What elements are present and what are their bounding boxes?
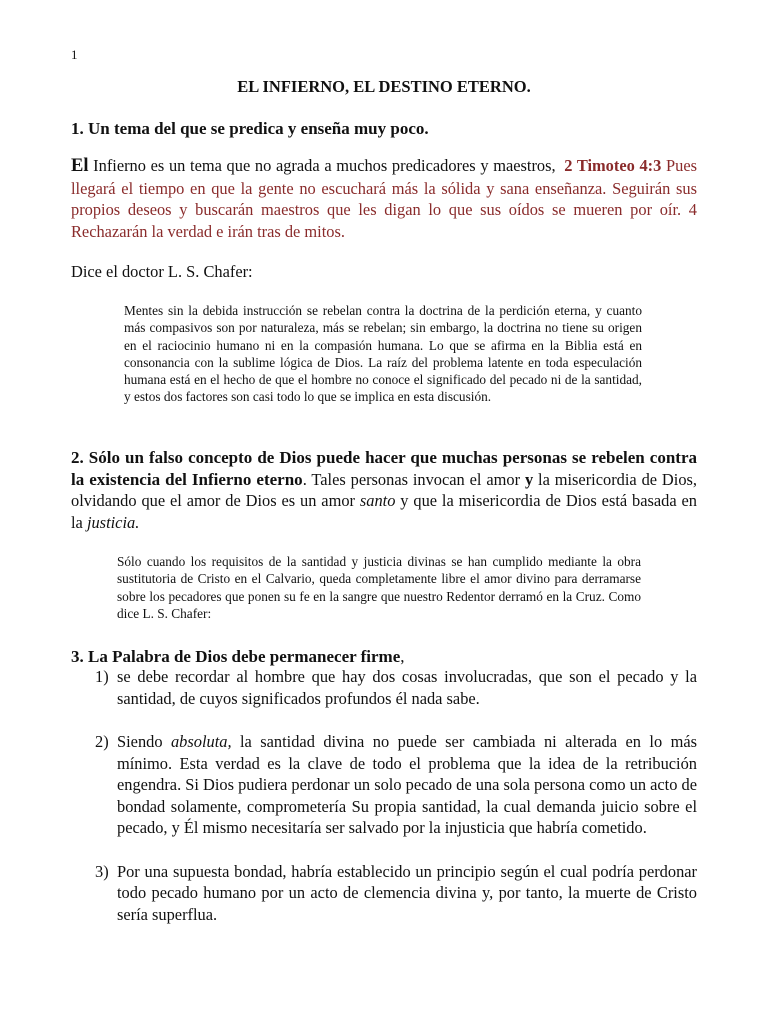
absoluta-italic: absoluta, bbox=[170, 732, 232, 751]
list-item-text: Por una supuesta bondad, habría establecido un principio según el cual podría perdonar todo pecado humano por un acto de clemencia divina y, por tanto, la muerte de Cristo sería superflua. bbox=[117, 861, 697, 924]
list-item bbox=[71, 861, 697, 926]
list-item-text: la santidad divina no puede ser cambiada ni alterada en lo más mínimo. Esta verdad es la clave de todo el problema que la idea de la retribución engendra. Si Dios pudiera perdonar un solo pecado de una sola persona como un acto de bondad solamente, comprometería Su propia santidad, la cual demanda juicio sobre el pecado, y Él mismo necesitaría ser salvado por la injusticia que habría cometido. bbox=[117, 732, 697, 837]
list-item bbox=[71, 731, 697, 839]
justicia-italic: justicia. bbox=[86, 512, 140, 532]
section-2-text-a: . Tales personas invocan el amor bbox=[302, 469, 525, 489]
intro-text: Infierno es un tema que no agrada a muchos predicadores y maestros, bbox=[88, 156, 556, 175]
page-number: 1 bbox=[71, 47, 78, 62]
scripture-verse: Pues llegará el tiempo en que la gente no escuchará más la sólida y sana enseñanza. Seguirán sus propios deseos y buscarán maestros que les digan lo que sus oídos se mueren por oír. 4 Rechazarán la verdad e irán tras de mitos. bbox=[71, 156, 697, 241]
section-1-heading: 1. Un tema del que se predica y enseña muy poco. bbox=[71, 119, 429, 138]
section-2-text-b: la misericordia de Dios, olvidando que el amor de Dios es un amor bbox=[71, 469, 697, 510]
list-item bbox=[71, 666, 697, 709]
section-3-heading-line bbox=[71, 646, 697, 667]
section-2-paragraph bbox=[71, 447, 697, 533]
list-item-number: 2) bbox=[95, 732, 109, 751]
chafer-quote-1: Mentes sin la debida instrucción se rebelan contra la doctrina de la perdición eterna, y cuanto más compasivos son por naturaleza, más se rebelan; sin embargo, la doctrina no tiene su origen en el raciocinio humano ni en la compasión humana. Lo que se afirma en la Biblia está en consonancia con la sublime lógica de Dios. La raíz del problema latente en toda especulación humana está en el hecho de que el hombre no conoce el significado del pecado ni de la santidad, y estos dos factores son casi todo lo que se implica en esta discusión. bbox=[124, 303, 642, 405]
section-3-heading-tail: , bbox=[400, 647, 405, 666]
section-1-paragraph bbox=[71, 155, 697, 242]
redentor-quote: Sólo cuando los requisitos de la santidad y justicia divinas se han cumplido mediante la obra sustitutoria de Cristo en el Calvario, queda completamente libre el amor divino para derramarse sobre los pecadores que ponen su fe en la sangre que nuestro Redentor derramó en la Cruz. Como dice L. S. Chafer: bbox=[117, 554, 641, 621]
section-2-text-c: y que la misericordia de Dios está basada en la bbox=[71, 491, 697, 532]
section-3-heading: 3. La Palabra de Dios debe permanecer firme bbox=[71, 647, 401, 666]
list-item-number: 3) bbox=[95, 861, 109, 881]
list-item-text: se debe recordar al hombre que hay dos cosas involucradas, que son el pecado y la santidad, de cuyos significados profundos él nada sabe. bbox=[117, 667, 697, 708]
lead-letters: El bbox=[71, 156, 89, 176]
list-item-pre: Siendo bbox=[117, 732, 171, 751]
chafer-intro: Dice el doctor L. S. Chafer: bbox=[71, 262, 253, 281]
y-bold: y bbox=[524, 469, 534, 489]
list-item-number: 1) bbox=[95, 667, 109, 686]
numbered-list bbox=[71, 666, 697, 925]
scripture-reference: 2 Timoteo 4:3 bbox=[564, 156, 662, 175]
section-2-heading: 2. Sólo un falso concepto de Dios puede hacer que muchas personas se rebelen contra la existencia del Infierno eterno bbox=[71, 448, 697, 489]
santo-italic: santo bbox=[359, 491, 396, 510]
document-title: EL INFIERNO, EL DESTINO ETERNO. bbox=[237, 77, 531, 96]
